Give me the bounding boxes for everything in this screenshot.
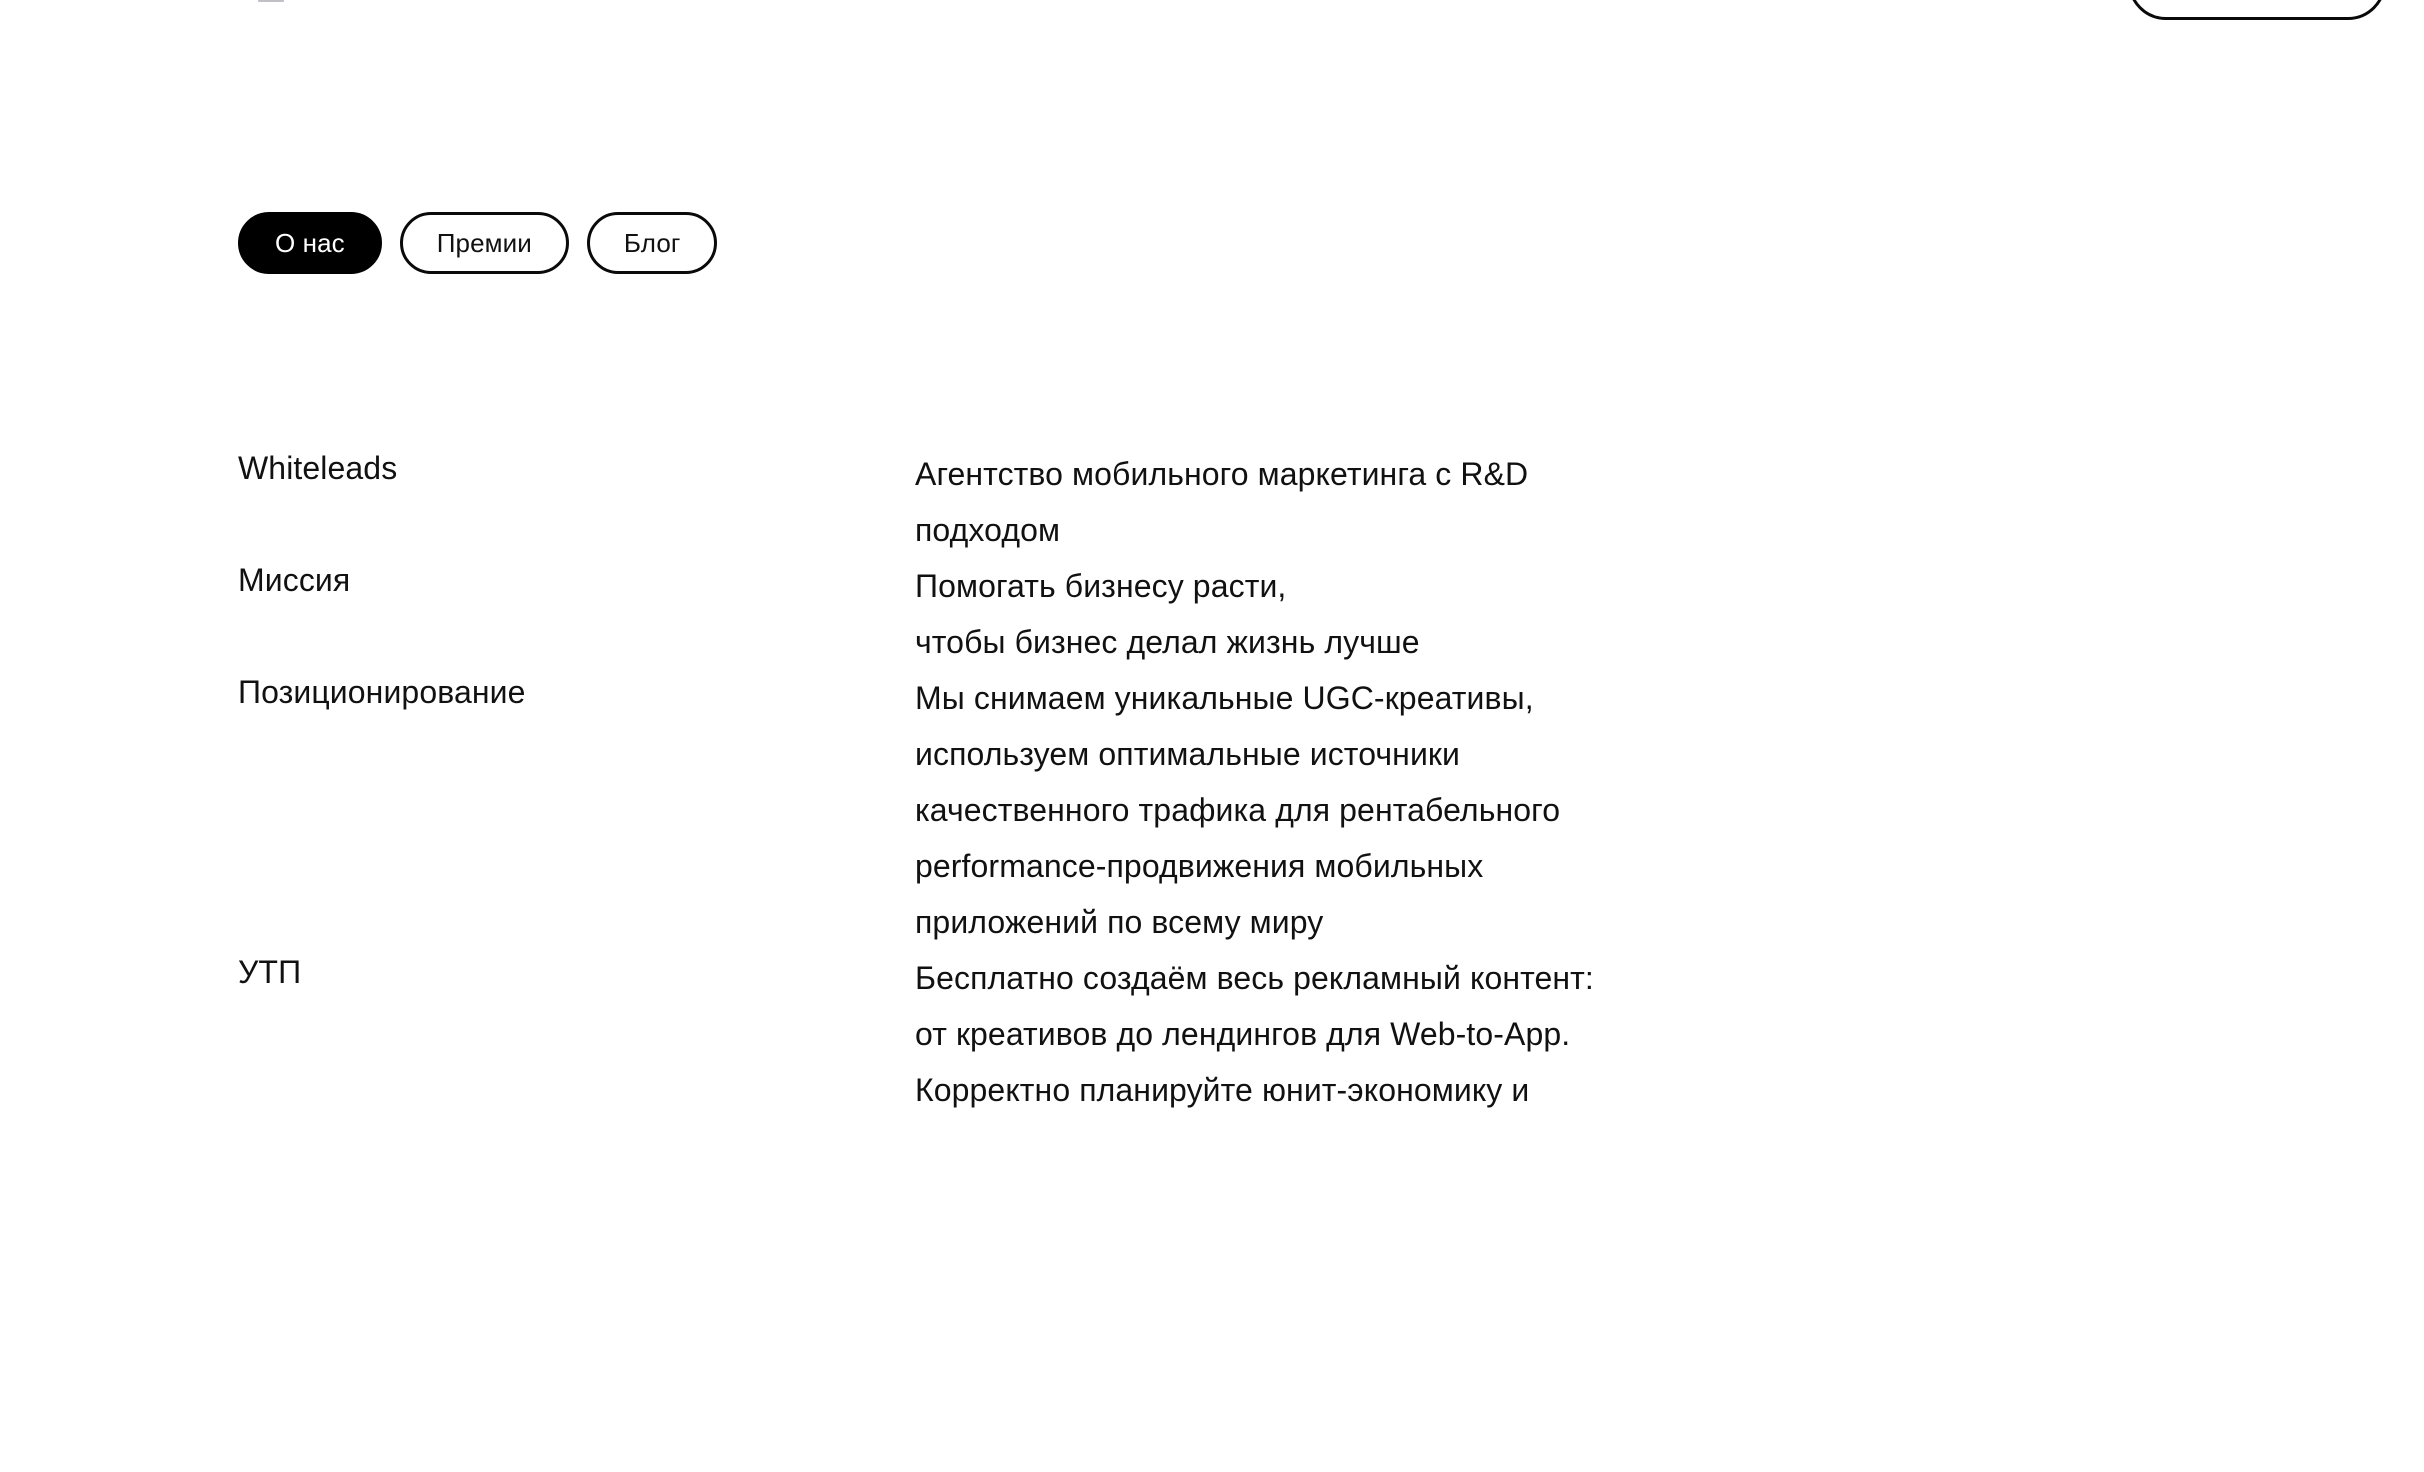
row-positioning	[0, 670, 2424, 950]
row-line: качественного трафика для рентабельного	[915, 792, 1561, 828]
row-mission	[0, 558, 2424, 670]
row-line: Бесплатно создаём весь рекламный контент:	[915, 960, 1594, 996]
row-whiteleads	[0, 446, 2424, 558]
row-line: Помогать бизнесу расти,	[915, 568, 1287, 604]
tab-awards-label: Премии	[436, 228, 532, 258]
header-strip	[0, 0, 2424, 34]
row-description	[915, 950, 1815, 1118]
row-term: Позиционирование	[238, 674, 526, 710]
row-description	[915, 558, 1815, 670]
row-description	[915, 670, 1815, 950]
tab-blog[interactable]	[587, 212, 718, 274]
row-line: подходом	[915, 512, 1061, 548]
row-term: Миссия	[238, 562, 351, 598]
row-line: используем оптимальные источники	[915, 736, 1460, 772]
row-line: Агентство мобильного маркетинга с R&D	[915, 456, 1529, 492]
section-tabs	[238, 212, 717, 274]
row-line: performance-продвижения мобильных	[915, 848, 1484, 884]
row-usp	[0, 950, 2424, 1118]
row-line: чтобы бизнес делал жизнь лучше	[915, 624, 1420, 660]
row-line: от креативов до лендингов для Web-to-App.	[915, 1016, 1571, 1052]
about-definition-list	[0, 400, 2424, 1118]
tab-blog-label: Блог	[623, 228, 681, 258]
tab-awards[interactable]	[400, 212, 569, 274]
tab-about-label: О нас	[275, 228, 345, 258]
row-line: Корректно планируйте юнит-экономику и	[915, 1072, 1530, 1108]
row-line: Мы снимаем уникальные UGC-креативы,	[915, 680, 1534, 716]
row-term: УТП	[238, 954, 302, 990]
header-cta-button[interactable]	[2128, 0, 2386, 20]
row-term: Whiteleads	[238, 450, 398, 486]
row-line: приложений по всему миру	[915, 904, 1324, 940]
site-logo[interactable]	[258, 0, 284, 2]
row-description	[915, 446, 1815, 558]
tab-about[interactable]	[238, 212, 382, 274]
